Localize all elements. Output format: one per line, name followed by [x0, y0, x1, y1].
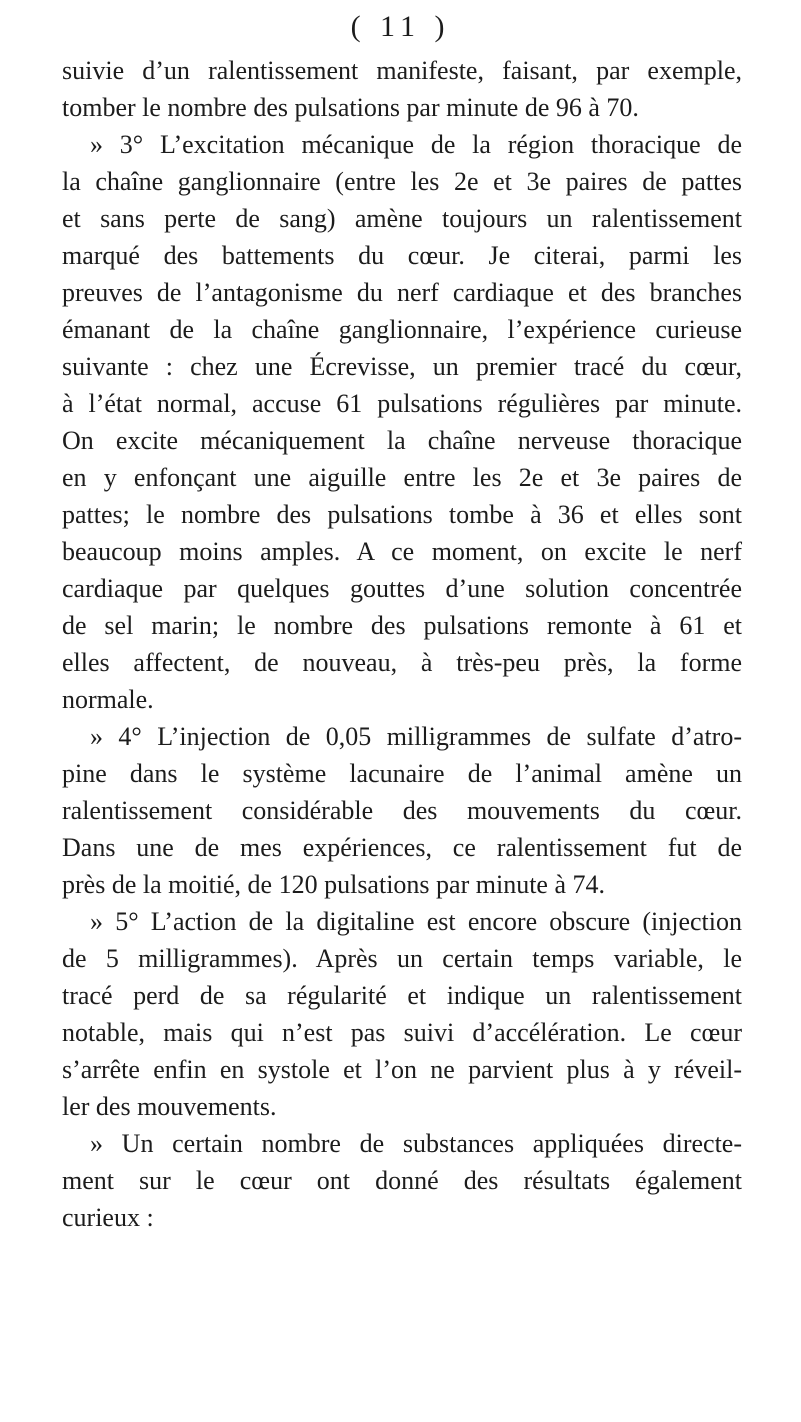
text-line: notable, mais qui n’est pas suivi d’accélération. Le cœur [62, 1018, 742, 1047]
text-line: » 4° L’injection de 0,05 milligrammes de sulfate d’atro- [90, 722, 742, 751]
text-line: cardiaque par quelques gouttes d’une solution concentrée [62, 574, 742, 603]
text-line: Dans une de mes expériences, ce ralentissement fut de [62, 833, 742, 862]
text-line: normale. [62, 685, 154, 714]
text-line: ler des mouvements. [62, 1092, 277, 1121]
text-line: marqué des battements du cœur. Je citerai, parmi les [62, 241, 742, 270]
text-line: suivie d’un ralentissement manifeste, faisant, par exemple, [62, 56, 742, 85]
body-text [62, 52, 742, 1236]
page-number: ( 11 ) [350, 10, 451, 43]
paragraph-5 [62, 1125, 742, 1236]
text-line: en y enfonçant une aiguille entre les 2e et 3e paires de [62, 463, 742, 492]
text-line: » Un certain nombre de substances appliquées directe- [90, 1129, 742, 1158]
text-line: tomber le nombre des pulsations par minute de 96 à 70. [62, 93, 639, 122]
text-line: émanant de la chaîne ganglionnaire, l’expérience curieuse [62, 315, 742, 344]
paragraph-3 [62, 718, 742, 903]
text-line: et sans perte de sang) amène toujours un ralentissement [62, 204, 742, 233]
text-line: ralentissement considérable des mouvements du cœur. [62, 796, 742, 825]
text-line: preuves de l’antagonisme du nerf cardiaque et des branches [62, 278, 742, 307]
text-line: On excite mécaniquement la chaîne nerveuse thoracique [62, 426, 742, 455]
text-line: » 3° L’excitation mécanique de la région thoracique de [90, 130, 742, 159]
text-line: pine dans le système lacunaire de l’animal amène un [62, 759, 742, 788]
paragraph-2 [62, 126, 742, 718]
text-line: suivante : chez une Écrevisse, un premier tracé du cœur, [62, 352, 742, 381]
text-line: de 5 milligrammes). Après un certain temps variable, le [62, 944, 742, 973]
text-line: près de la moitié, de 120 pulsations par minute à 74. [62, 870, 605, 899]
text-line: de sel marin; le nombre des pulsations remonte à 61 et [62, 611, 742, 640]
text-line: » 5° L’action de la digitaline est encore obscure (injection [90, 907, 742, 936]
text-line: beaucoup moins amples. A ce moment, on excite le nerf [62, 537, 742, 566]
text-line: s’arrête enfin en systole et l’on ne parvient plus à y réveil- [62, 1055, 742, 1084]
text-line: ment sur le cœur ont donné des résultats également [62, 1166, 742, 1195]
text-line: elles affectent, de nouveau, à très-peu près, la forme [62, 648, 742, 677]
text-line: pattes; le nombre des pulsations tombe à 36 et elles sont [62, 500, 742, 529]
text-line: curieux : [62, 1203, 154, 1232]
text-line: tracé perd de sa régularité et indique un ralentissement [62, 981, 742, 1010]
text-line: à l’état normal, accuse 61 pulsations régulières par minute. [62, 389, 742, 418]
text-line: la chaîne ganglionnaire (entre les 2e et 3e paires de pattes [62, 167, 742, 196]
paragraph-4 [62, 903, 742, 1125]
paragraph-1 [62, 52, 742, 126]
